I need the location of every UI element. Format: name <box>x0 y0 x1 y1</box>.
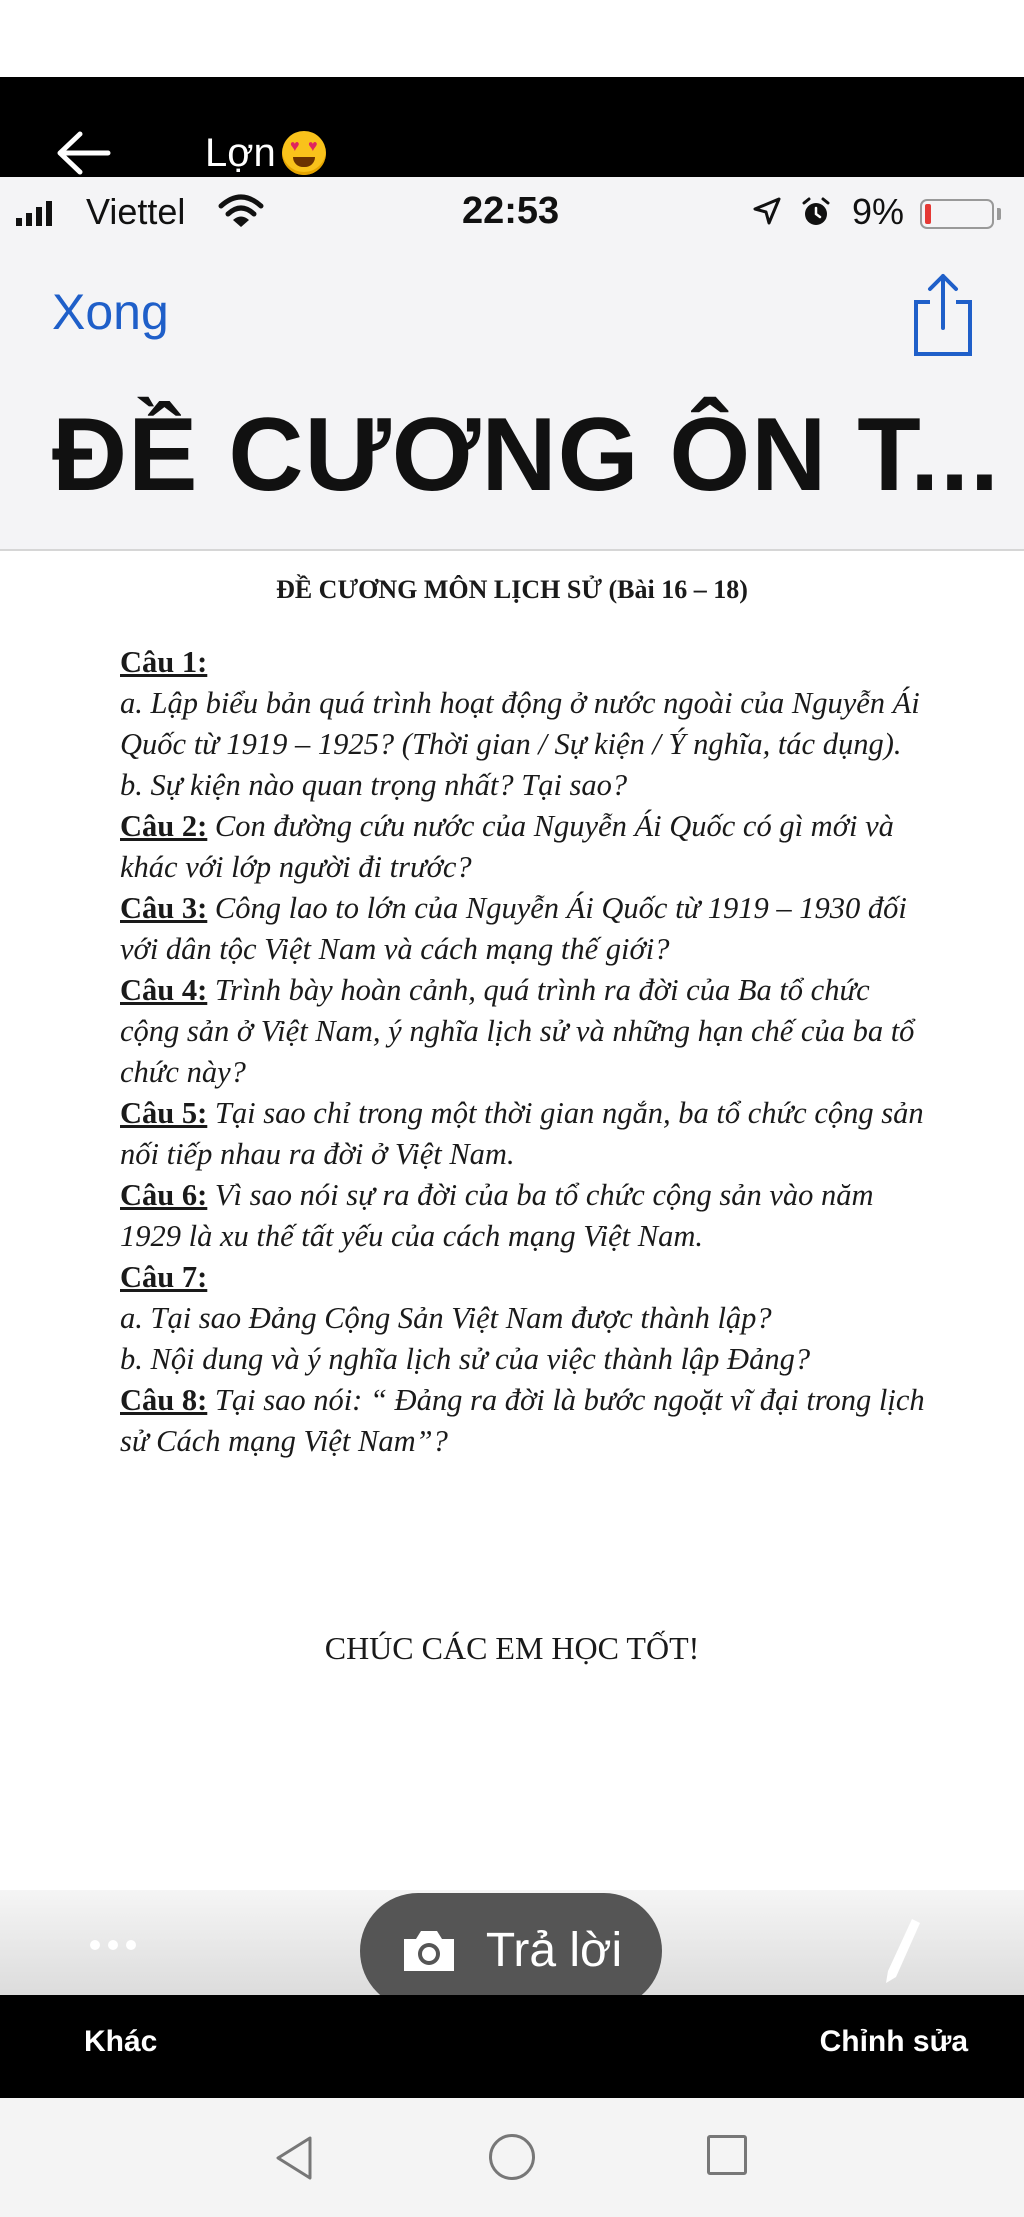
question-7a: a. Tại sao Đảng Cộng Sản Việt Nam được thành lập? <box>120 1301 772 1335</box>
question-text: Tại sao chỉ trong một thời gian ngắn, ba tổ chức cộng sản nối tiếp nhau ra đời ở Việt Nam. <box>120 1096 924 1171</box>
done-button[interactable]: Xong <box>52 284 169 340</box>
battery-percent: 9% <box>852 191 905 232</box>
share-icon[interactable] <box>910 272 976 358</box>
system-home-icon[interactable] <box>489 2134 535 2180</box>
question-1a: a. Lập biểu bản quá trình hoạt động ở nước ngoài của Nguyễn Ái Quốc từ 1919 – 1925? (Thời gian / Sự kiện / Ý nghĩa, tác dụng). <box>120 686 920 761</box>
more-dots-icon[interactable] <box>90 1940 136 1950</box>
question-2 <box>120 806 930 888</box>
question-text: Trình bày hoàn cảnh, quá trình ra đời của Ba tổ chức cộng sản ở Việt Nam, ý nghĩa lịch sử và những hạn chế của ba tổ chức này? <box>120 973 915 1089</box>
closing-text: CHÚC CÁC EM HỌC TỐT! <box>324 1630 700 1666</box>
question-4 <box>120 970 930 1093</box>
question-label: Câu 4: <box>120 973 208 1007</box>
carrier-name: Viettel <box>86 191 186 232</box>
question-label: Câu 3: <box>120 891 208 925</box>
question-text: Vì sao nói sự ra đời của ba tổ chức cộng sản vào năm 1929 là xu thế tất yếu của cách mạng Việt Nam. <box>120 1178 874 1253</box>
question-label: Câu 6: <box>120 1178 208 1212</box>
heart-eyes-emoji-icon: ♥ ♥ <box>282 131 326 175</box>
question-label: Câu 5: <box>120 1096 208 1130</box>
question-6 <box>120 1175 930 1257</box>
battery-tip <box>997 208 1001 220</box>
question-7b: b. Nội dung và ý nghĩa lịch sử của việc thành lập Đảng? <box>120 1342 811 1376</box>
alarm-clock-icon <box>800 196 832 228</box>
question-8 <box>120 1380 930 1462</box>
other-button[interactable]: Khác <box>84 2025 158 2058</box>
question-text: Công lao to lớn của Nguyễn Ái Quốc từ 1919 – 1930 đối với dân tộc Việt Nam và cách mạng thế giới? <box>120 891 907 966</box>
document-title: ĐỀ CƯƠNG ÔN T... <box>52 397 1000 513</box>
system-recent-apps-icon[interactable] <box>707 2135 747 2175</box>
system-back-icon[interactable] <box>272 2134 316 2182</box>
question-7 <box>120 1257 930 1298</box>
question-label: Câu 7: <box>120 1260 208 1294</box>
edit-button[interactable]: Chỉnh sửa <box>819 2025 968 2058</box>
signal-strength-icon <box>16 200 52 226</box>
reply-button[interactable] <box>360 1893 662 2009</box>
question-5 <box>120 1093 930 1175</box>
question-3 <box>120 888 930 970</box>
status-time: 22:53 <box>462 190 560 232</box>
nav-divider <box>0 549 1024 551</box>
battery-level <box>925 204 931 224</box>
battery-icon <box>920 199 994 229</box>
sender-name <box>205 128 326 178</box>
question-text: Tại sao nói: “ Đảng ra đời là bước ngoặt vĩ đại trong lịch sử Cách mạng Việt Nam”? <box>120 1383 925 1458</box>
document-heading: ĐỀ CƯƠNG MÔN LỊCH SỬ (Bài 16 – 18) <box>276 575 748 604</box>
question-label: Câu 2: <box>120 809 208 843</box>
back-arrow-icon[interactable] <box>52 130 112 176</box>
document-body <box>120 642 930 1462</box>
sender-name-text: Lợn <box>205 131 276 175</box>
camera-icon <box>400 1927 458 1975</box>
question-label: Câu 8: <box>120 1383 208 1417</box>
question-1b: b. Sự kiện nào quan trọng nhất? Tại sao? <box>120 768 628 802</box>
question-1 <box>120 642 930 683</box>
pen-icon[interactable] <box>880 1915 924 1987</box>
top-blank-area <box>0 0 1024 77</box>
reply-label: Trả lời <box>485 1924 623 1977</box>
messenger-header <box>0 77 1024 177</box>
question-text: Con đường cứu nước của Nguyễn Ái Quốc có gì mới và khác với lớp người đi trước? <box>120 809 894 884</box>
wifi-icon <box>218 194 264 230</box>
location-arrow-icon <box>752 196 782 226</box>
question-label: Câu 1: <box>120 645 208 679</box>
